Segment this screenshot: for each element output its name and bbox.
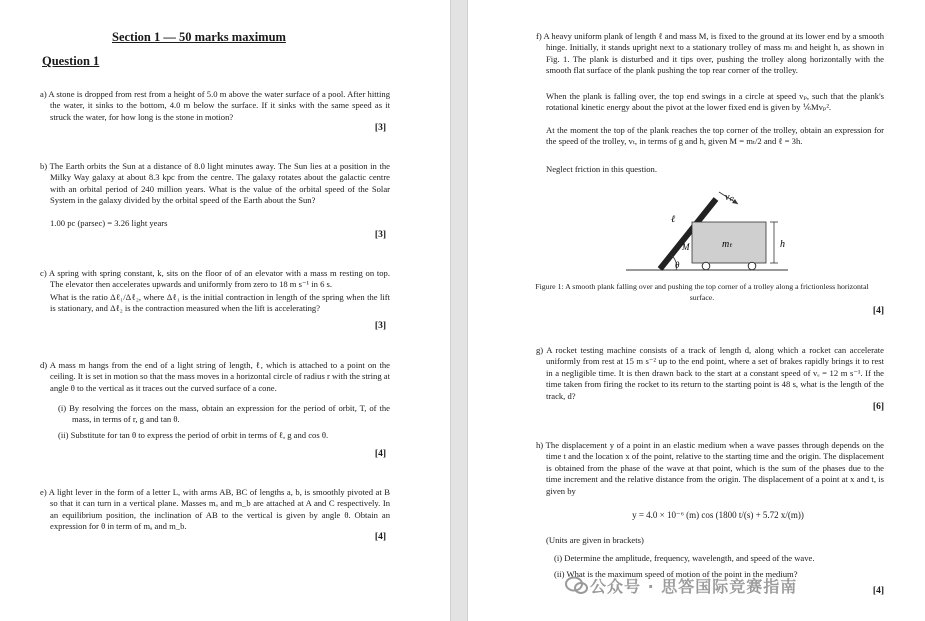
question-g-marks: [6]: [872, 402, 884, 412]
question-f-text1: f) A heavy uniform plank of length ℓ and mass M, is fixed to the ground at its lower end by a smooth hinge. Initially, it stands upright next to a stationary trolley of mass mₜ and height h, as shown in Fig. 1. The plank is disturbed and it tips over, pushing the trolley along horizontally with the smooth flat surface of the plank pushing the top rear corner of the trolley.: [536, 31, 884, 76]
question-e-text: e) A light lever in the form of a letter L, with arms AB, BC of lengths a, b, is smoothly pivoted at B so that it can turn in a vertical plane. Masses mₐ and m_b are attached at A and C respectively. In an equilibrium position, the inclination of AB to the vertical is given by angle θ. Obtain an expression for θ in term of mₐ and m_b.: [40, 487, 390, 532]
question-h-marks: [4]: [872, 586, 884, 596]
question-e-marks: [4]: [374, 532, 386, 542]
question-b-note: 1.00 pc (parsec) = 3.26 light years: [50, 218, 168, 228]
question-title: Question 1: [42, 54, 100, 68]
left-page: [0, 0, 450, 621]
label-mt: mₜ: [722, 239, 733, 250]
label-h: h: [780, 239, 785, 250]
label-M: M: [682, 242, 690, 252]
figure-plank-trolley: [618, 187, 808, 277]
units-note: (Units are given in brackets): [546, 535, 644, 545]
question-c-text1: c) A spring with spring constant, k, sits on the floor of of an elevator with a mass m resting on top. The elevator then accelerates upwards and uniformly from zero to 18 m s⁻¹ in 6 s.: [40, 268, 390, 290]
label-vp: vₚ: [725, 192, 734, 203]
label-theta: θ: [675, 260, 680, 270]
question-f-text4: Neglect friction in this question.: [546, 164, 657, 174]
question-d-part-ii: (ii) Substitute for tan θ to express the period of orbit in terms of ℓ, g and cos θ.: [58, 430, 329, 440]
question-c-marks: [3]: [374, 321, 386, 331]
section-title: Section 1 — 50 marks maximum: [112, 30, 286, 44]
question-f-text2: When the plank is falling over, the top end swings in a circle at speed vₚ, such that the plank's rotational kinetic energy about the pivot at the lower fixed end is given by ⅙Mvₚ².: [546, 91, 884, 113]
question-b-marks: [3]: [374, 230, 386, 240]
question-h-part-i: (i) Determine the amplitude, frequency, wavelength, and speed of the wave.: [554, 553, 815, 563]
trolley-wheel-rear: [702, 262, 710, 270]
question-a-marks: [3]: [374, 123, 386, 133]
trolley-wheel-front: [748, 262, 756, 270]
wave-formula: y = 4.0 × 10⁻⁶ (m) cos (1800 t/(s) + 5.72 x/(m)): [632, 510, 804, 520]
watermark: 公众号 · 思答国际竞赛指南: [590, 577, 798, 596]
question-f-text3: At the moment the top of the plank reaches the top corner of the trolley, obtain an expression for the speed of the trolley, vₜ, in terms of g and h, given M = mₜ/2 and ℓ = 3h.: [546, 125, 884, 147]
question-a-text: a) A stone is dropped from rest from a height of 5.0 m above the water surface of a pool. After hitting the water, it sinks to the bottom, 4.0 m below the surface. If it sinks with the same speed as it struck the water, for how long is the stone in motion?: [40, 89, 390, 122]
question-h-text: h) The displacement y of a point in an elastic medium when a wave passes through depends on the time t and the location x of the point, relative to the starting time and the origin. The displacement is obtained from the phase of the wave at that point, which is the sum of the phases due to the time increment and the relative distance from the origin. The displacement of a point at x and t, is given by: [536, 440, 884, 496]
question-d-part-i: (i) By resolving the forces on the mass, obtain an expression for the period of orbit, T, of the mass, in terms of r, g and tan θ.: [58, 403, 390, 425]
question-h-part-ii: (ii) What is the maximum speed of motion of the point in the medium?: [554, 569, 798, 579]
question-c-text2: What is the ratio Δℓ₁/Δℓ₂, where Δℓ₁ is the initial contraction in length of the spring when the lift is stationary, and Δℓ₂ is the contraction measured when the lift is accelerating?: [50, 292, 390, 314]
wechat-logo-icon: [564, 574, 590, 596]
label-l: ℓ: [671, 214, 676, 225]
question-g-text: g) A rocket testing machine consists of a track of length d, along which a rocket can accelerate uniformly from rest at 15 m s⁻² up to the end point, where a set of brakes rapidly brings it to rest in a negligible time. It is then drawn back to the start at a constant speed of vₑ = 12 m s⁻¹. If the time taken from firing the rocket to its return to the starting point is 48 s, what is the length of the track, d?: [536, 345, 884, 401]
right-page: [468, 0, 925, 621]
question-d-marks: [4]: [374, 449, 386, 459]
question-b-text: b) The Earth orbits the Sun at a distance of 8.0 light minutes away. The Sun lies at a position in the Milky Way galaxy at about 8.3 kpc from the centre. The galaxy rotates about the galactic centre with an orbital period of 240 million years. What is the value of the orbital speed of the Solar System in the galaxy divided by the orbital speed of the Earth about the Sun?: [40, 161, 390, 206]
figure-caption: Figure 1: A smooth plank falling over and pushing the top corner of a trolley along a frictionless horizontal surface.: [535, 282, 869, 302]
question-f-marks: [4]: [872, 306, 884, 316]
question-d-text: d) A mass m hangs from the end of a light string of length, ℓ, which is attached to a point on the ceiling. It is set in motion so that the mass moves in a horizontal circle of radius r with the string at angle θ to the vertical as it traces out the curved surface of a cone.: [40, 360, 390, 393]
page-gutter: [450, 0, 468, 621]
